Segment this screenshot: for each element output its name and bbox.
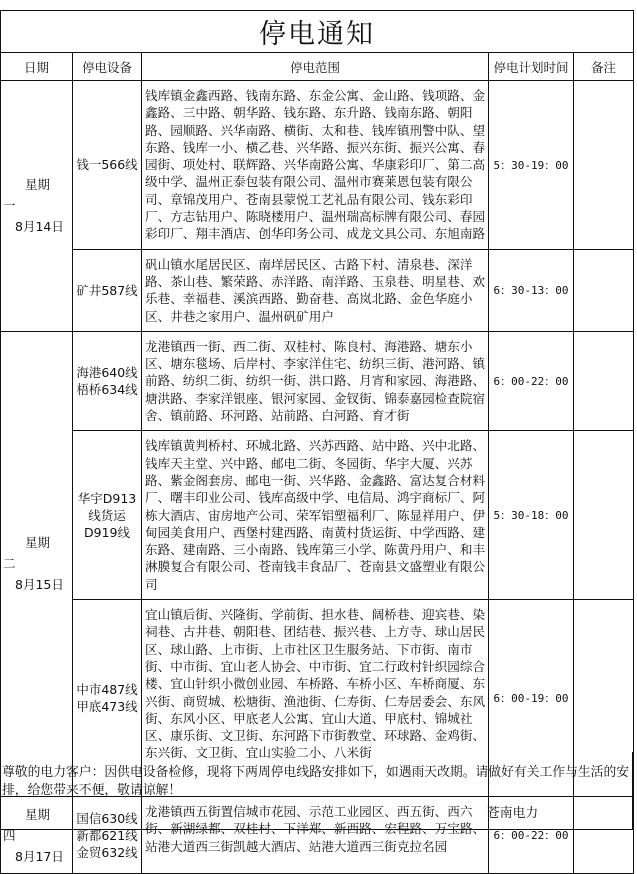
range-cell: 龙港镇西五街置信城市花园、示范工业园区、西五街、西六街、新湖绿都、双桂村、下洋郑、新西路、宏程路、万宝路、站港大道西三街凯越大酒店、站港大道西三街克拉名园	[142, 797, 489, 874]
weekday: 星期	[25, 535, 51, 551]
table-row	[1, 431, 634, 600]
time-cell: 6：30-13：00	[489, 249, 574, 331]
weekday-num: 一	[3, 198, 16, 214]
device-cell: 华宇D913线货运D919线	[73, 431, 142, 600]
device-cell: 钱一566线	[73, 81, 142, 250]
range-cell: 钱库镇黄判桥村、环城北路、兴苏西路、站中路、兴中北路、钱库天主堂、兴中路、邮电二街、冬园街、华宇大厦、兴苏路、紫金阁套房、邮电一街、兴华路、金鑫路、富达复合材料厂、曙丰印业公司、钱库高级中学、电信局、鸿宇商标厂、阿栋大酒店、宙房地产公司、荣军铝塑福利厂、陈显祥用户、伊甸园美食用户、西堡村建西路、南黄村货运街、中学西路、建东路、建南路、三小南路、钱库第三小学、陈黄丹用户、和丰淋膜复合有限公司、苍南钱丰食品厂、苍南县文盛塑业有限公司	[142, 431, 489, 600]
range-cell: 钱库镇金鑫西路、钱南东路、东金公寓、金山路、钱项路、金鑫路、三中路、朝华路、钱东路、东升路、钱南东路、朝阳路、园顺路、兴华南路、横街、太和巷、钱库镇刑警中队、望东路、钱库一小、横乙巷、兴华路、振兴东街、振兴公寓、春园街、项处村、联辉路、兴华南路公寓、华康彩印厂、第二高级中学、温州正泰包装有限公司、温州市赛莱恩包装有限公司、章锦茂用户、苍南县蒙悦工艺礼品有限公司、钱东彩印厂、方志钻用户、陈晓楼用户、温州瑞高标牌有限公司、春园彩印厂、翔丰酒店、创华印务公司、成龙文具公司、东旭南路	[142, 81, 489, 250]
header-note: 备注	[574, 53, 634, 81]
header-range: 停电范围	[142, 53, 489, 81]
time-cell: 6：00-22：00	[489, 797, 574, 874]
time-cell: 5：30-18：00	[489, 431, 574, 600]
date: 8月15日	[15, 577, 64, 593]
note-cell	[574, 331, 634, 430]
page-title: 停电通知	[1, 11, 634, 53]
range-cell: 矾山镇水尾居民区、南垟居民区、古路下村、清泉巷、深洋路、茶山巷、繁荣路、赤洋路、南洋路、玉泉巷、明星巷、欢乐巷、幸福巷、溪滨西路、勤奋巷、高岚北路、金色华庭小区、井巷之家用户、温州矾矿用户	[142, 249, 489, 331]
table-row	[1, 249, 634, 331]
note-cell	[574, 81, 634, 250]
device-cell: 海港640线梧桥634线	[73, 331, 142, 430]
weekday: 星期	[25, 177, 51, 193]
device-cell: 国信630线新都621线金贸632线	[73, 797, 142, 874]
outage-notice-table	[0, 10, 634, 874]
footer-signature: 苍南电力	[487, 806, 539, 821]
note-cell	[574, 249, 634, 331]
weekday: 星期	[25, 806, 51, 822]
table-row	[1, 331, 634, 430]
header-device: 停电设备	[73, 53, 142, 81]
device-cell: 矿井587线	[73, 249, 142, 331]
date: 8月14日	[15, 219, 64, 235]
time-cell: 6：00-22：00	[489, 331, 574, 430]
time-cell: 5：30-19：00	[489, 81, 574, 250]
weekday-num: 四	[3, 827, 16, 843]
weekday-num: 二	[3, 556, 16, 572]
notice-footer	[0, 752, 633, 830]
table-header	[1, 53, 634, 81]
date: 8月17日	[15, 848, 64, 864]
time-cell: 6：00-19：00	[489, 600, 574, 797]
device-cell: 中市487线甲底473线	[73, 600, 142, 797]
header-date: 日期	[1, 53, 73, 81]
day-cell	[1, 331, 73, 796]
day-cell	[1, 81, 73, 332]
footer-message: 尊敬的电力客户：因供电设备检修，现将下两周停电线路安排如下，如遇雨天改期。请做好有关工作与生活的安排，给您带来不便，敬请谅解！	[2, 765, 630, 798]
range-cell: 龙港镇西一街、西二街、双桂村、陈良村、海港路、塘东小区、塘东毯场、后岸村、李家洋住宅、纺织三街、港河路、镇前路、纺织二街、纺织一街、洪口路、月宵和家园、海港路、塘洪路、李家洋银座、银河家园、金钗街、锦泰嘉园检查院宿舍、镇前路、环河路、站前路、白河路、育才街	[142, 331, 489, 430]
note-cell	[574, 431, 634, 600]
header-time: 停电计划时间	[489, 53, 574, 81]
range-cell: 宜山镇后街、兴隆街、学前街、担水巷、阔桥巷、迎宾巷、染祠巷、古井巷、朝阳巷、团结巷、振兴巷、上方寺、球山居民区、球山路、上市街、上市社区卫生服务站、下市街、南市街、中市街、宜山老人协会、中市街、宜二行政村针织园综合楼、宜山针织小微创业园、车桥路、车桥小区、车桥商厦、东兴街、商贸城、松塘街、渔池街、仁寿街、仁寿居委会、东风街、东风小区、甲底老人公寓、宜山大道、甲底村、锦城社区、康乐街、文卫街、东河路下市街教堂、环球路、金鸡街、东兴街、文卫街、宜山实验二小、八米街	[142, 600, 489, 797]
table-row	[1, 81, 634, 250]
